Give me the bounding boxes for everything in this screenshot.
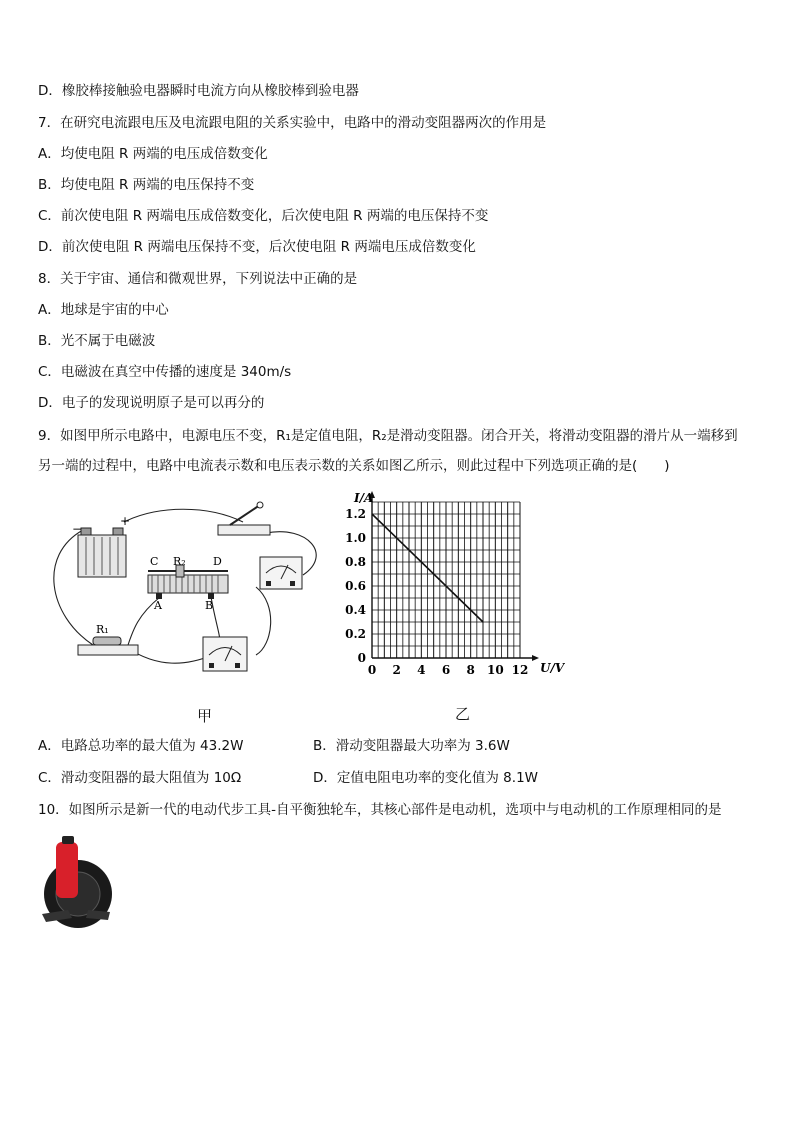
label-r2: R₂: [173, 555, 186, 568]
svg-text:−: −: [72, 522, 83, 536]
q9-stem-line1: 9．如图甲所示电路中，电源电压不变，R₁是定值电阻，R₂是滑动变阻器。闭合开关，将滑动变阻器的滑片从一端移到: [38, 428, 738, 444]
rheostat-icon: [148, 565, 228, 599]
q9-option-d: D．定值电阻电功率的变化值为 8.1W: [313, 770, 539, 786]
unicycle-image: [38, 832, 113, 940]
iu-chart: [340, 490, 565, 690]
q8-option-a: A．地球是宇宙的中心: [38, 302, 169, 318]
q8-option-b: B．光不属于电磁波: [38, 333, 156, 349]
voltmeter-icon: [203, 637, 247, 671]
q6-option-d: D．橡胶棒接触验电器瞬时电流方向从橡胶棒到验电器: [38, 83, 359, 99]
x-tick-label: 10: [486, 663, 504, 677]
x-tick-label: 0: [367, 663, 377, 677]
y-tick-label: 1.2: [345, 507, 366, 521]
q8-stem: 8．关于宇宙、通信和微观世界，下列说法中正确的是: [38, 271, 358, 287]
x-tick-label: 8: [466, 663, 475, 677]
q9-option-c: C．滑动变阻器的最大阻值为 10Ω: [38, 770, 242, 786]
label-c: C: [150, 555, 159, 568]
q9-option-b: B．滑动变阻器最大功率为 3.6W: [313, 738, 510, 754]
figure-label-jia: 甲: [197, 707, 213, 725]
y-tick-label: 0.2: [345, 627, 366, 641]
q7-stem: 7．在研究电流跟电压及电流跟电阻的关系实验中，电路中的滑动变阻器两次的作用是: [38, 115, 547, 131]
label-a: A: [154, 599, 162, 612]
x-axis-label: U/V: [540, 661, 565, 675]
y-tick-label: 0: [357, 651, 366, 665]
q8-option-c: C．电磁波在真空中传播的速度是 340m/s: [38, 364, 292, 380]
q10-stem: 10．如图所示是新一代的电动代步工具-自平衡独轮车，其核心部件是电动机，选项中与电动机的工作原理相同的是: [38, 802, 722, 818]
switch-icon: [218, 502, 270, 535]
y-tick-label: 0.4: [345, 603, 366, 617]
q7-option-d: D．前次使电阻 R 两端电压保持不变，后次使电阻 R 两端电压成倍数变化: [38, 239, 476, 255]
q7-option-c: C．前次使电阻 R 两端电压成倍数变化，后次使电阻 R 两端的电压保持不变: [38, 208, 489, 224]
label-b: B: [205, 599, 214, 612]
label-r1: R₁: [96, 623, 109, 636]
q7-option-a: A．均使电阻 R 两端的电压成倍数变化: [38, 146, 268, 162]
x-tick-label: 4: [417, 663, 426, 677]
x-axis-arrow: [532, 655, 539, 661]
y-axis-label: I/A: [354, 491, 374, 505]
q8-option-d: D．电子的发现说明原子是可以再分的: [38, 395, 265, 411]
ammeter-icon: [260, 557, 302, 589]
resistor-r1-icon: [78, 637, 138, 655]
label-d: D: [213, 555, 222, 568]
battery-icon: [72, 514, 130, 577]
q7-option-b: B．均使电阻 R 两端的电压保持不变: [38, 177, 255, 193]
y-tick-label: 0.8: [345, 555, 366, 569]
x-tick-label: 2: [392, 663, 401, 677]
circuit-diagram: [38, 495, 328, 685]
x-tick-label: 6: [441, 663, 451, 677]
x-tick-label: 12: [511, 663, 529, 677]
q9-option-a: A．电路总功率的最大值为 43.2W: [38, 738, 244, 754]
figure-label-yi: 乙: [455, 705, 471, 723]
y-tick-label: 1.0: [345, 531, 366, 545]
q9-stem-line2: 另一端的过程中，电路中电流表示数和电压表示数的关系如图乙所示，则此过程中下列选项正确的是( ): [38, 458, 670, 474]
y-tick-label: 0.6: [345, 579, 366, 593]
svg-text:+: +: [120, 514, 131, 528]
